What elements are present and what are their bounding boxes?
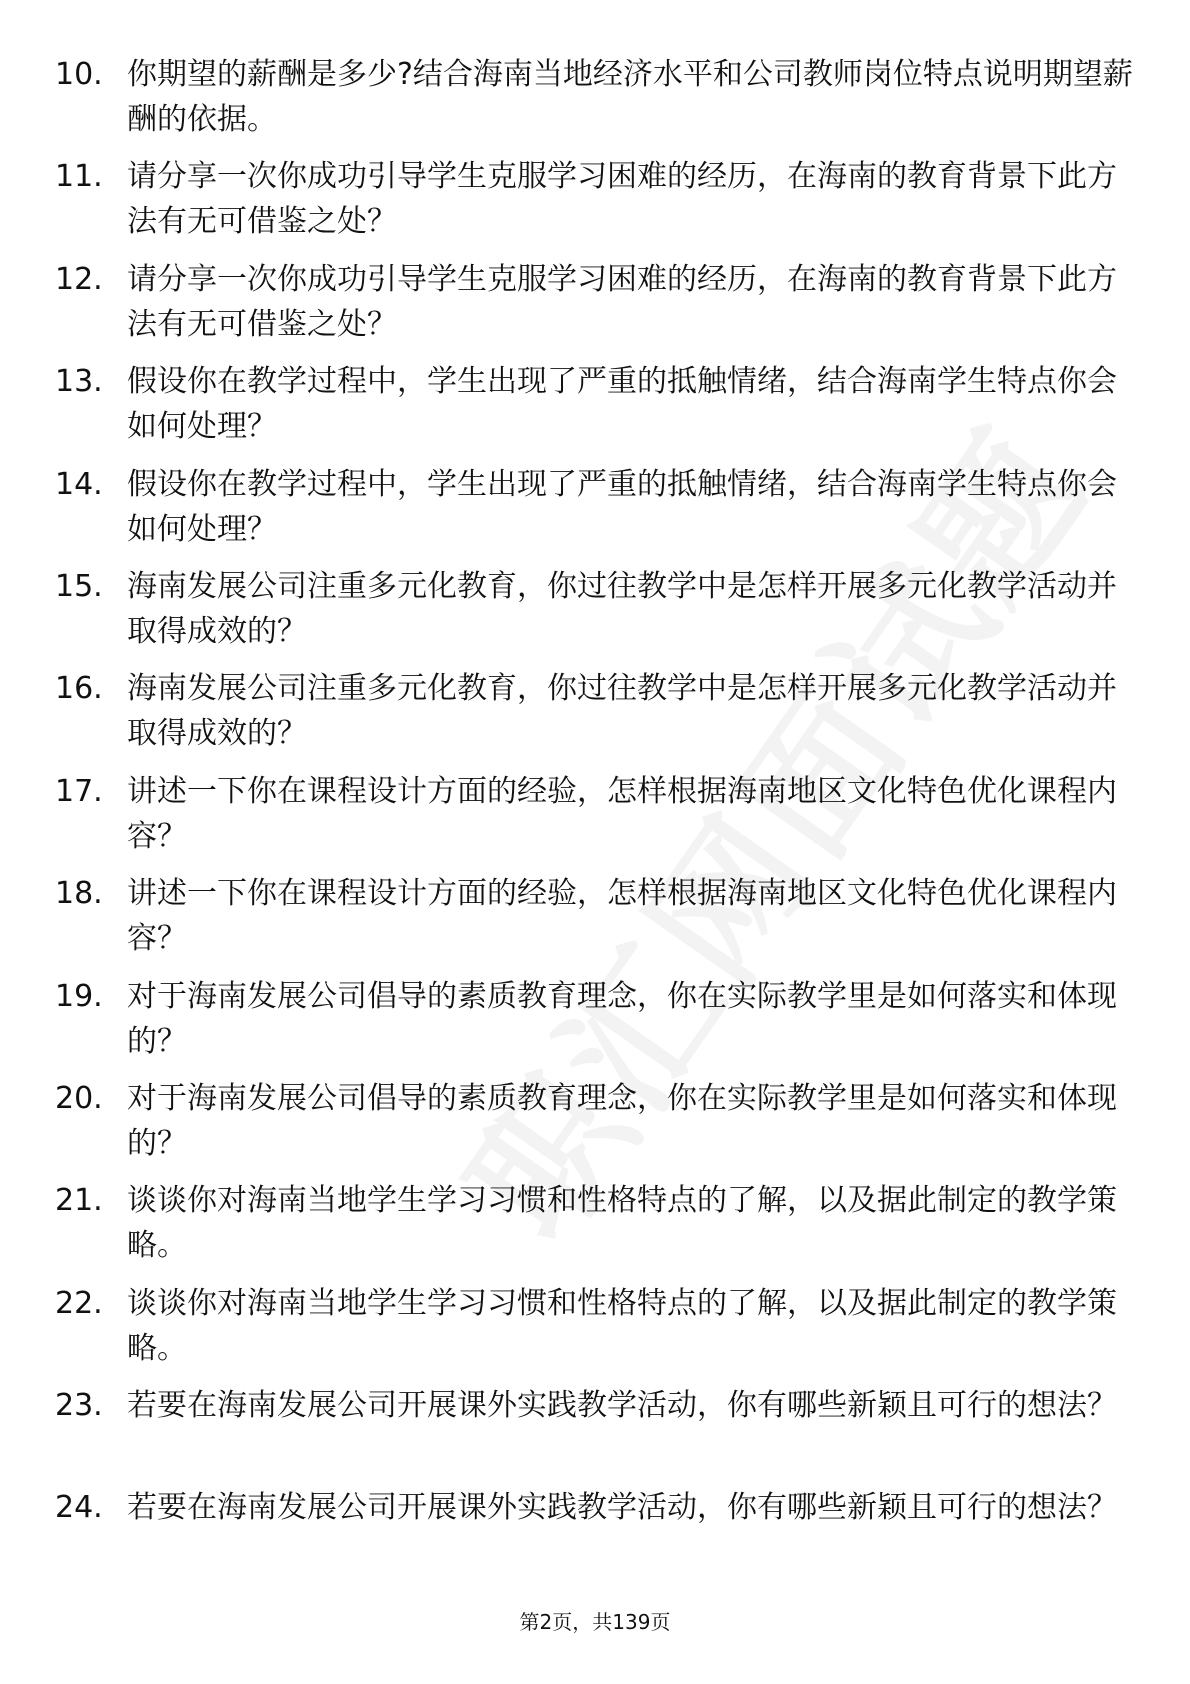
question-item (55, 769, 1145, 871)
question-text: 海南发展公司注重多元化教育，你过往教学中是怎样开展多元化教学活动并取得成效的？ (127, 568, 1117, 649)
question-number: 21. (55, 1183, 103, 1219)
question-text: 对于海南发展公司倡导的素质教育理念，你在实际教学里是如何落实和体现的？ (127, 978, 1117, 1059)
question-item (55, 359, 1145, 461)
question-number: 15. (55, 568, 103, 604)
question-number: 14. (55, 466, 103, 502)
question-item (55, 974, 1145, 1076)
question-item (55, 257, 1145, 359)
question-text: 讲述一下你在课程设计方面的经验，怎样根据海南地区文化特色优化课程内容？ (127, 876, 1117, 957)
question-text: 若要在海南发展公司开展课外实践教学活动，你有哪些新颖且可行的想法？ (127, 1388, 1117, 1424)
question-item (55, 52, 1145, 154)
question-number: 12. (55, 261, 103, 297)
question-item (55, 1076, 1145, 1178)
question-number: 18. (55, 876, 103, 912)
question-item (55, 1485, 1145, 1587)
page-number-footer: 第2页，共139页 (519, 1610, 671, 1634)
question-number: 19. (55, 978, 103, 1014)
question-item (55, 871, 1145, 973)
question-number: 11. (55, 159, 103, 195)
question-item (55, 666, 1145, 768)
question-number: 17. (55, 773, 103, 809)
question-item (55, 154, 1145, 256)
question-text: 假设你在教学过程中，学生出现了严重的抵触情绪，结合海南学生特点你会如何处理？ (127, 364, 1117, 445)
question-list (55, 52, 1145, 1588)
question-text: 假设你在教学过程中，学生出现了严重的抵触情绪，结合海南学生特点你会如何处理？ (127, 466, 1117, 547)
question-number: 22. (55, 1285, 103, 1321)
question-item (55, 462, 1145, 564)
question-text: 你期望的薪酬是多少?结合海南当地经济水平和公司教师岗位特点说明期望薪酬的依据。 (127, 57, 1133, 137)
question-item (55, 564, 1145, 666)
question-text: 请分享一次你成功引导学生克服学习困难的经历，在海南的教育背景下此方法有无可借鉴之处？ (127, 159, 1117, 240)
question-item (55, 1178, 1145, 1280)
question-text: 讲述一下你在课程设计方面的经验，怎样根据海南地区文化特色优化课程内容？ (127, 773, 1117, 854)
question-number: 20. (55, 1080, 103, 1116)
question-text: 谈谈你对海南当地学生学习习惯和性格特点的了解，以及据此制定的教学策略。 (127, 1285, 1117, 1366)
question-text: 对于海南发展公司倡导的素质教育理念，你在实际教学里是如何落实和体现的？ (127, 1080, 1117, 1161)
question-number: 23. (55, 1388, 103, 1424)
question-number: 10. (55, 57, 103, 92)
question-item (55, 1281, 1145, 1383)
question-text: 海南发展公司注重多元化教育，你过往教学中是怎样开展多元化教学活动并取得成效的？ (127, 671, 1117, 752)
question-text: 请分享一次你成功引导学生克服学习困难的经历，在海南的教育背景下此方法有无可借鉴之处？ (127, 261, 1117, 342)
question-number: 16. (55, 671, 103, 707)
question-text: 谈谈你对海南当地学生学习习惯和性格特点的了解，以及据此制定的教学策略。 (127, 1183, 1117, 1264)
question-item (55, 1383, 1145, 1485)
question-number: 13. (55, 364, 103, 400)
question-number: 24. (55, 1490, 103, 1526)
question-text: 若要在海南发展公司开展课外实践教学活动，你有哪些新颖且可行的想法？ (127, 1490, 1117, 1526)
